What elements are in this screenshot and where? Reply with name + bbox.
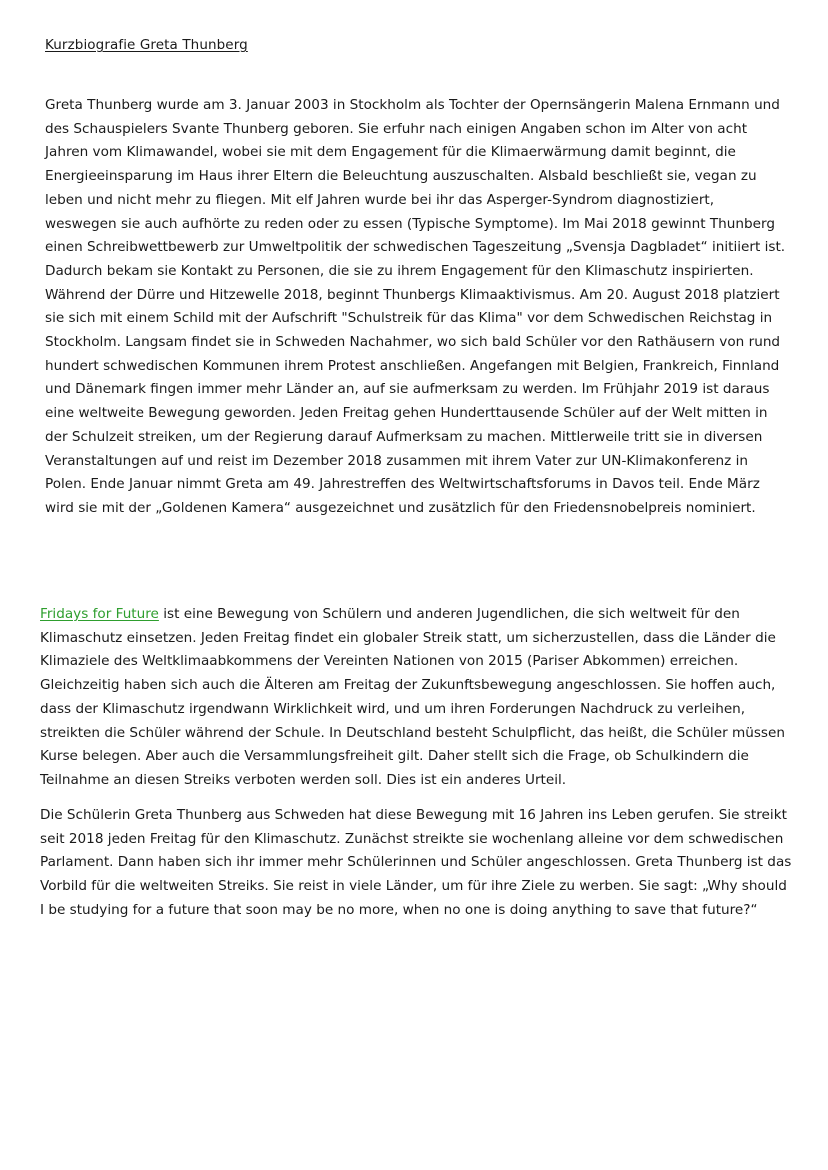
greta-movement-paragraph: Die Schülerin Greta Thunberg aus Schweden hat diese Bewegung mit 16 Jahren ins Leben gerufen. Sie streikt seit 2018 jeden Freitag für den Klimaschutz. Zunächst streikte sie wochenlang alleine vor dem schwedischen Parlament. Dann haben sich ihr immer mehr Schülerinnen und Schüler angeschlossen. Greta Thunberg ist das Vorbild für die weltweiten Streiks. Sie reist in viele Länder, um für ihre Ziele zu werben. Sie sagt: „Why should I be studying for a future that soon may be no more, when no one is doing anything to save that future?“: [40, 807, 792, 918]
biography-paragraph: Greta Thunberg wurde am 3. Januar 2003 in Stockholm als Tochter der Opernsängerin Malena Ernmann und des Schauspielers Svante Thunberg geboren. Sie erfuhr nach einigen Angaben schon im Alter von acht Jahren vom Klimawandel, wobei sie mit dem Engagement für die Klimaerwärmung damit beginnt, die Energieeinsparung im Haus ihrer Eltern die Beleuchtung auszuschalten. Alsbald beschließt sie, vegan zu leben und nicht mehr zu fliegen. Mit elf Jahren wurde bei ihr das Asperger-Syndrom diagnostiziert, weswegen sie auch aufhörte zu reden oder zu essen (Typische Symptome). Im Mai 2018 gewinnt Thunberg einen Schreibwettbewerb zur Umweltpolitik der schwedischen Tageszeitung „Svensja Dagbladet“ initiiert ist. Dadurch bekam sie Kontakt zu Personen, die sie zu ihrem Engagement für den Klimaschutz inspirierten. Während der Dürre und Hitzewelle 2018, beginnt Thunbergs Klimaaktivismus. Am 20. August 2018 platziert sie sich mit einem Schild mit der Aufschrift "Schulstreik für das Klima" vor dem Schwedischen Reichstag in Stockholm. Langsam findet sie in Schweden Nachahmer, wo sich bald Schüler vor den Rathäusern von rund hundert schwedischen Kommunen ihrem Protest anschließen. Angefangen mit Belgien, Frankreich, Finnland und Dänemark fingen immer mehr Länder an, auf sie aufmerksam zu werden. Im Frühjahr 2019 ist daraus eine weltweite Bewegung geworden. Jeden Freitag gehen Hunderttausende Schüler auf der Welt mitten in der Schulzeit streiken, um der Regierung darauf Aufmerksam zu machen. Mittlerweile tritt sie in diversen Veranstaltungen auf und reist im Dezember 2018 zusammen mit ihrem Vater zur UN-Klimakonferenz in Polen. Ende Januar nimmt Greta am 49. Jahrestreffen des Weltwirtschaftsforums in Davos teil. Ende März wird sie mit der „Goldenen Kamera“ ausgezeichnet und zusätzlich für den Friedensnobelpreis nominiert.: [45, 97, 786, 516]
fridays-for-future-paragraph: [40, 603, 792, 793]
page-title: Kurzbiografie Greta Thunberg: [45, 37, 248, 53]
fridays-for-future-link[interactable]: Fridays for Future: [40, 606, 159, 622]
fridays-for-future-text: ist eine Bewegung von Schülern und anderen Jugendlichen, die sich weltweit für den Klimaschutz einsetzen. Jeden Freitag findet ein globaler Streik statt, um sicherzustellen, dass die Länder die Klimaziele des Weltklimaabkommens der Vereinten Nationen von 2015 (Pariser Abkommen) erreichen. Gleichzeitig haben sich auch die Älteren am Freitag der Zukunftsbewegung angeschlossen. Sie hoffen auch, dass der Klimaschutz irgendwann Wirklichkeit wird, und um ihren Forderungen Nachdruck zu verleihen, streikten die Schüler während der Schule. In Deutschland besteht Schulpflicht, das heißt, die Schüler müssen Kurse belegen. Aber auch die Versammlungsfreiheit gilt. Daher stellt sich die Frage, ob Schulkindern die Teilnahme an diesen Streiks verboten werden soll. Dies ist ein anderes Urteil.: [40, 606, 785, 788]
